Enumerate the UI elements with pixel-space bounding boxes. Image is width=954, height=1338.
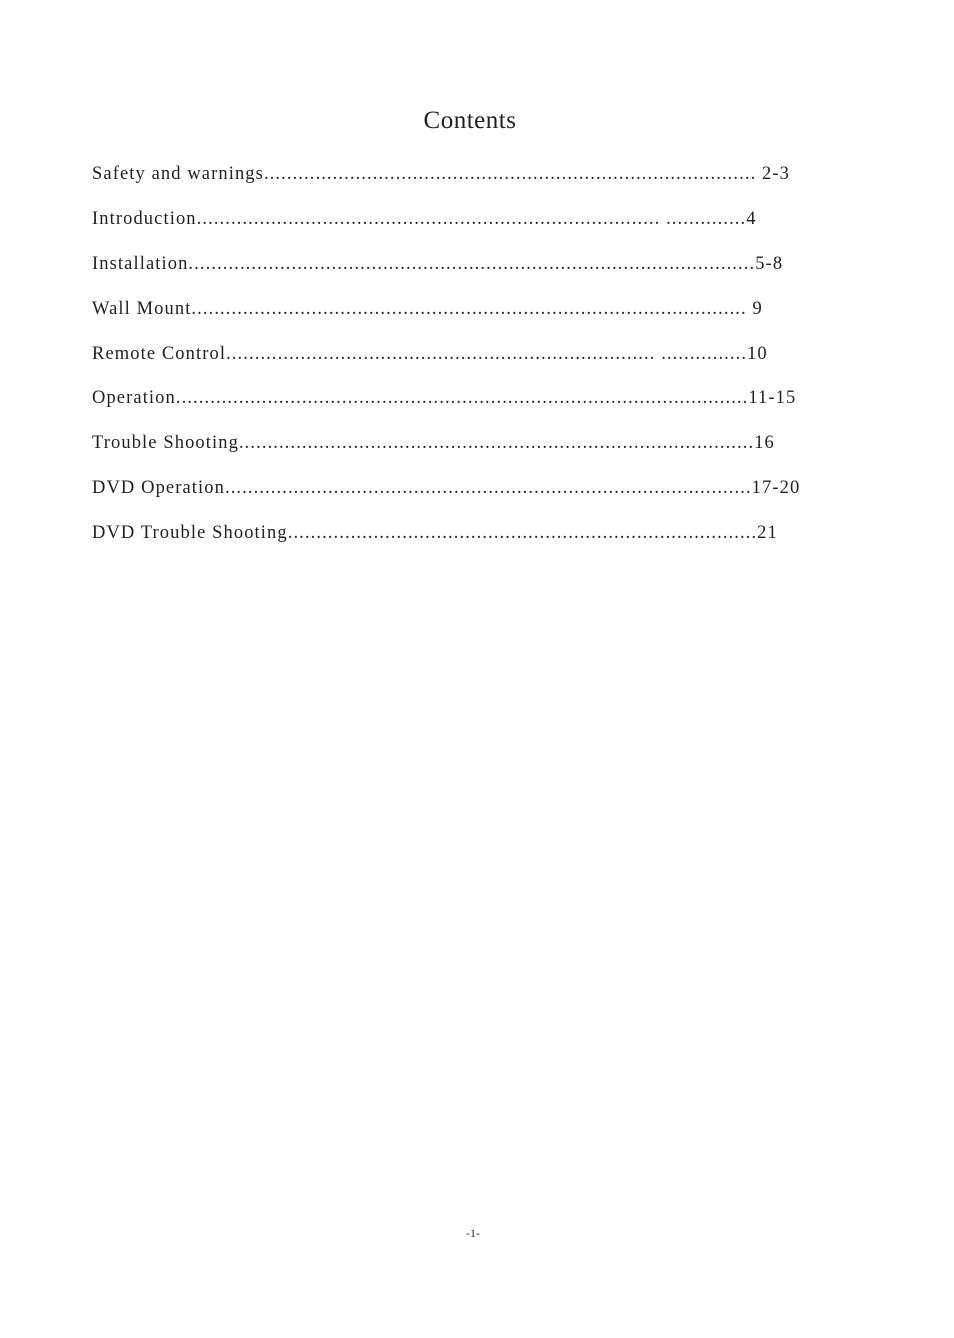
toc-entry-introduction: Introduction................................................................................. ..............4: [92, 208, 757, 229]
toc-entry-trouble-shooting: Trouble Shooting..........................................................................................16: [92, 433, 775, 454]
toc-entry-dvd-operation: DVD Operation............................................................................................17-20: [92, 478, 801, 499]
page-title: Contents: [423, 107, 517, 134]
toc-entry-dvd-trouble-shooting: DVD Trouble Shooting..................................................................................21: [92, 523, 778, 544]
toc-entry-installation: Installation...................................................................................................5-8: [92, 253, 784, 274]
toc-entry-remote-control: Remote Control........................................................................... ...............10: [92, 343, 768, 364]
toc-entry-wall-mount: Wall Mount................................................................................................. 9: [92, 298, 763, 319]
table-of-contents: [92, 160, 800, 564]
toc-entry-safety-and-warnings: Safety and warnings...................................................................................... 2-3: [92, 164, 790, 184]
toc-entry-operation: Operation....................................................................................................11-15: [92, 388, 797, 409]
page-number-footer: -1-: [466, 1226, 480, 1240]
